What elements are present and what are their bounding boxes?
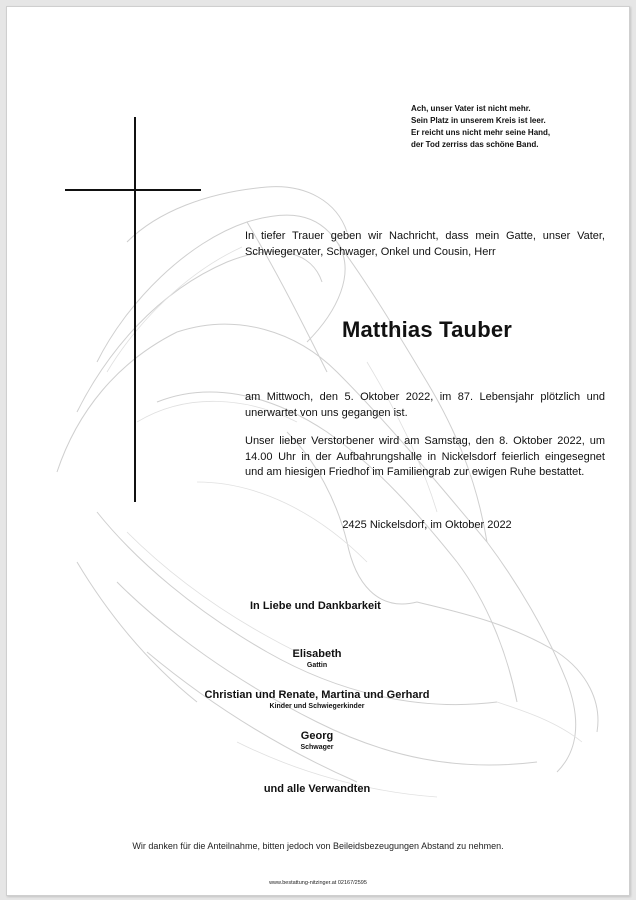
poem-line: Ach, unser Vater ist nicht mehr. [411, 104, 531, 113]
mourner-relation: Kinder und Schwiegerkinder [269, 703, 365, 710]
funeral-home-website: www.bestattung-nitzinger.at 02167/2595 [269, 880, 367, 886]
poem-line: Sein Platz in unserem Kreis ist leer. [411, 116, 546, 125]
mourner-relation: Gattin [306, 662, 328, 669]
mourner-entry [137, 688, 497, 711]
cross-icon [65, 117, 201, 502]
poem-line: Er reicht uns nicht mehr seine Hand, [411, 128, 551, 137]
footer-note: Wir danken für die Anteilnahme, bitten jedoch von Beileidsbezeugungen Abstand zu nehmen. [132, 841, 504, 851]
mourner-name: Georg [300, 730, 334, 742]
place-and-date: 2425 Nickelsdorf, im Oktober 2022 [342, 519, 512, 531]
mourner-entry [137, 647, 497, 670]
closing-line: und alle Verwandten [263, 783, 371, 795]
mourner-entry [137, 729, 497, 752]
mourners-heading: In Liebe und Dankbarkeit [250, 600, 381, 612]
memorial-poem [411, 103, 621, 151]
funeral-details: Unser lieber Verstorbener wird am Samstag, den 8. Oktober 2022, um 14.00 Uhr in der Aufbahrungshalle in Nickelsdorf feierlich eingesegnet und am hiesigen Friedhof im Familiengrab zur ewigen Ruhe bestattet. [245, 435, 605, 478]
mourner-relation: Schwager [300, 744, 334, 751]
mourner-name: Christian und Renate, Martina und Gerhard [204, 689, 430, 701]
deceased-name: Matthias Tauber [341, 317, 513, 342]
poem-line: der Tod zerriss das schöne Band. [411, 140, 539, 149]
obituary-page [6, 6, 630, 896]
death-announcement: am Mittwoch, den 5. Oktober 2022, im 87. Lebensjahr plötzlich und unerwartet von uns gegangen ist. [245, 391, 605, 419]
intro-text: In tiefer Trauer geben wir Nachricht, dass mein Gatte, unser Vater, Schwiegervater, Schwager, Onkel und Cousin, Herr [245, 230, 605, 258]
mourner-name: Elisabeth [292, 648, 342, 660]
